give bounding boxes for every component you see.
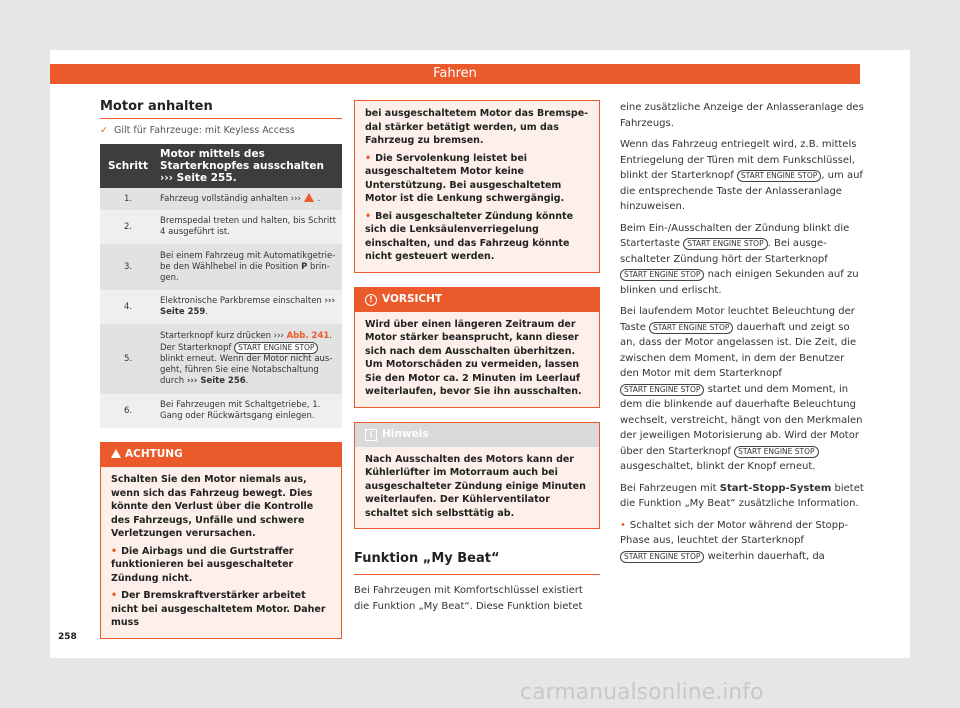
steps-table [100, 144, 342, 428]
column-left [100, 100, 342, 639]
warning-triangle-icon [304, 193, 314, 202]
hint-header: i Hinweis [355, 423, 599, 447]
column-right: eine zusätzliche Anzeige der Anlasseranlage des Fahrzeugs. Wenn das Fahrzeug entriegelt wird, z.B. mittels Entriegelung der Türen mit dem Funkschlüssel, blinkt der Starterknopf START ENGINE STOP , um auf die entsprechende Taste der Anlasseranlage hinzuweisen. Beim Ein-/Ausschalten der Zündung blinkt die Startertaste START ENGINE STOP . Bei ausgeschalteter Zündung hört der Starterknopf START ENGINE STOP nach einigen Sekunden auf zu blinken und erlischt. Bei laufendem Motor leuchtet Beleuchtung der Taste START ENGINE STOP dauerhaft und zeigt so an, dass der Motor angelassen ist. Die Zeit, die zwischen dem Moment, in dem der Benutzer den Motor mit dem Starterknopf START ENGINE STOP startet und dem Moment, in dem die blinkende auf dauerhafte Beleuchtung wechselt, verstreicht, hängt von den Merkmalen der jeweiligen Motorisierung ab. Wird der Motor über den Starterknopf START ENGINE STOP ausgeschaltet, blinkt der Knopf erneut. Bei Fahrzeugen mit Start-Stopp-System bietet die Funktion „My Beat“ zusätzliche Information. • Schaltet sich der Motor während der Stopp-Phase aus, leuchtet der Starterknopf START ENGINE STOP weiterhin dauerhaft, da [620, 102, 864, 562]
column-middle [354, 100, 600, 620]
start-stop-button-label: START ENGINE STOP [683, 238, 767, 250]
hint-box [354, 422, 600, 530]
warning-triangle-icon [111, 449, 121, 458]
caution-icon: ! [365, 294, 377, 306]
table-row: 3. Bei einem Fahrzeug mit Automatikgetriebe den Wählhebel in die Position P bringen. [100, 244, 342, 290]
hint-body: Nach Ausschalten des Motors kann der Kühlerlüfter im Motorraum auch bei ausgeschalteter Zündung einige Minuten weiterlaufen. Der Kühlerventilator schaltet sich selbsttätig ab. [355, 447, 599, 529]
info-icon: i [365, 429, 377, 441]
start-stop-button-label: START ENGINE STOP [734, 446, 818, 458]
section-title-my-beat: Funktion „My Beat“ [354, 551, 600, 575]
start-stop-button-label: START ENGINE STOP [620, 384, 704, 396]
page-number: 258 [58, 632, 77, 642]
caution-box [354, 287, 600, 408]
warning-body: Schalten Sie den Motor niemals aus, wenn sich das Fahrzeug bewegt. Dies könnte den Verlust über die Kontrolle des Fahrzeugs, Unfälle und schwere Verletzungen verursachen. • Die Airbags und die Gurtstraffer funktionieren bei ausgeschalteter Zündung nicht. • Der Bremskraftverstärker arbeitet nicht bei ausgeschaltetem Motor. Daher muss [101, 467, 341, 638]
table-row: 1. Fahrzeug vollständig anhalten ››› . [100, 188, 342, 210]
table-header-action: Motor mittels des Starterknopfes ausschalten ››› Seite 255. [156, 144, 342, 188]
table-row: 6. Bei Fahrzeugen mit Schaltgetriebe, 1. Gang oder Rückwärtsgang einlegen. [100, 394, 342, 428]
table-row: 2. Bremspedal treten und halten, bis Schritt 4 ausgeführt ist. [100, 210, 342, 244]
table-row: 4. Elektronische Parkbremse einschalten ››› Seite 259. [100, 290, 342, 324]
start-stop-button-label: START ENGINE STOP [737, 170, 821, 182]
start-stop-button-label: START ENGINE STOP [620, 551, 704, 563]
caution-header: ! VORSICHT [355, 288, 599, 312]
caution-body: Wird über einen längeren Zeitraum der Motor stärker beansprucht, kann dieser sich nach dem Ausschalten überhitzen. Um Motorschäden zu vermeiden, lassen Sie den Motor ca. 2 Minuten im Leerlauf weiterlaufen, bevor Sie ihn ausschalten. [355, 312, 599, 407]
table-row: 5. Starterknopf kurz drücken ››› Abb. 241. Der Starterknopf START ENGINE STOP blinkt erneut. Wenn der Motor nicht ausgeht, führen Sie eine Notabschaltung durch ››› Seite 256. [100, 324, 342, 394]
warning-box-continued [354, 100, 600, 273]
warning-box [100, 442, 342, 639]
start-stop-button-label: START ENGINE STOP [649, 322, 733, 334]
start-stop-button-label: START ENGINE STOP [234, 342, 318, 354]
table-header-step: Schritt [100, 144, 156, 188]
warning-body-continued: bei ausgeschaltetem Motor das Bremspedal stärker betätigt werden, um das Fahrzeug zu bremsen. • Die Servolenkung leistet bei ausgeschaltetem Motor keine Unterstützung. Bei ausgeschaltetem Motor ist die Lenkung schwergängig. • Bei ausgeschalteter Zündung könnte sich die Lenksäulenverriegelung einschalten, und das Fahrzeug könnte nicht gesteuert werden. [355, 101, 599, 272]
applicability-note: ✓ Gilt für Fahrzeuge: mit Keyless Access [100, 125, 295, 136]
check-icon: ✓ [100, 125, 108, 136]
watermark: carmanualsonline.info [520, 680, 764, 705]
warning-header: ACHTUNG [101, 443, 341, 467]
my-beat-intro: Bei Fahrzeugen mit Komfortschlüssel existiert die Funktion „My Beat“. Diese Funktion bietet [354, 585, 583, 612]
start-stop-button-label: START ENGINE STOP [620, 269, 704, 281]
section-title: Motor anhalten [100, 100, 342, 119]
figure-link[interactable]: Abb. 241 [286, 331, 330, 341]
chapter-header: Fahren [50, 64, 860, 84]
